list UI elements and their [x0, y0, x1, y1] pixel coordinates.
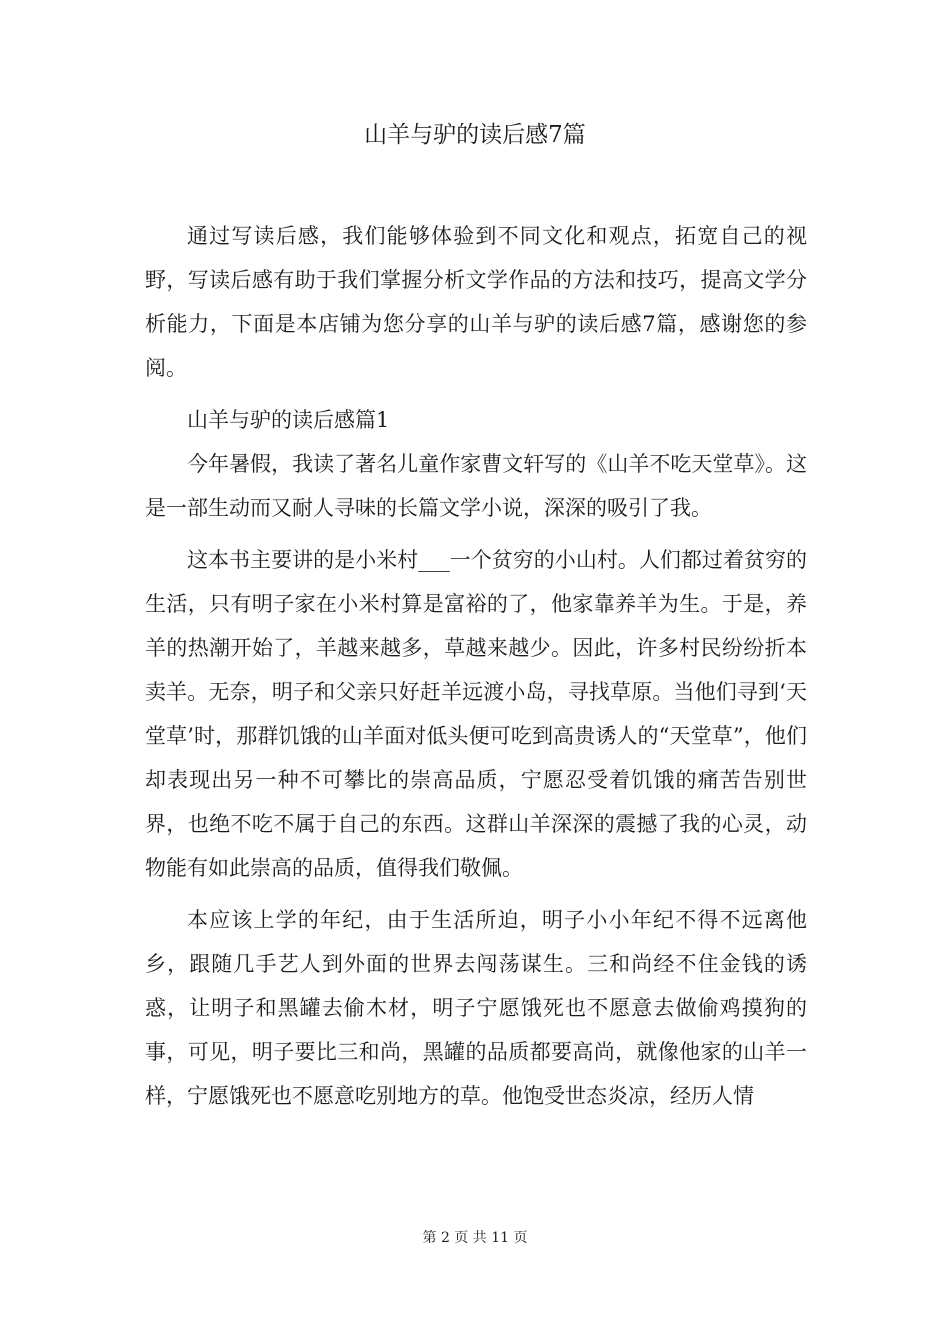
section-heading: 山羊与驴的读后感篇1	[187, 408, 390, 432]
body-paragraph: 这本书主要讲的是小米村___一个贫穷的小山村。人们都过着贫穷的生活，只有明子家在小米村算是富裕的了，他家靠养羊为生。于是，养羊的热潮开始了，羊越来越多，草越来越少。因此，许多村民纷纷折本卖羊。无奈，明子和父亲只好赶羊远渡小岛，寻找草原。当他们寻到‘天堂草’时，那群饥饿的山羊面对低头便可吃到高贵诱人的“天堂草”，他们却表现出另一种不可攀比的崇高品质，宁愿忍受着饥饿的痛苦告别世界，也绝不吃不属于自己的东西。这群山羊深深的震撼了我的心灵，动物能有如此崇高的品质，值得我们敬佩。	[145, 548, 807, 880]
document-title: 山羊与驴的读后感7篇	[364, 122, 586, 148]
document-body	[145, 214, 807, 1118]
body-paragraph: 今年暑假，我读了著名儿童作家曹文轩写的《山羊不吃天堂草》。这是一部生动而又耐人寻味的长篇文学小说，深深的吸引了我。	[145, 452, 807, 520]
body-paragraph: 本应该上学的年纪，由于生活所迫，明子小小年纪不得不远离他乡，跟随几手艺人到外面的世界去闯荡谋生。三和尚经不住金钱的诱惑，让明子和黑罐去偷木材，明子宁愿饿死也不愿意去做偷鸡摸狗的事，可见，明子要比三和尚，黑罐的品质都要高尚，就像他家的山羊一样，宁愿饿死也不愿意吃别地方的草。他饱受世态炎凉，经历人情	[145, 908, 807, 1108]
page-number: 第 2 页 共 11 页	[422, 1230, 528, 1246]
intro-paragraph: 通过写读后感，我们能够体验到不同文化和观点，拓宽自己的视野，写读后感有助于我们掌握分析文学作品的方法和技巧，提高文学分析能力，下面是本店铺为您分享的山羊与驴的读后感7篇，感谢您的参阅。	[145, 224, 807, 380]
